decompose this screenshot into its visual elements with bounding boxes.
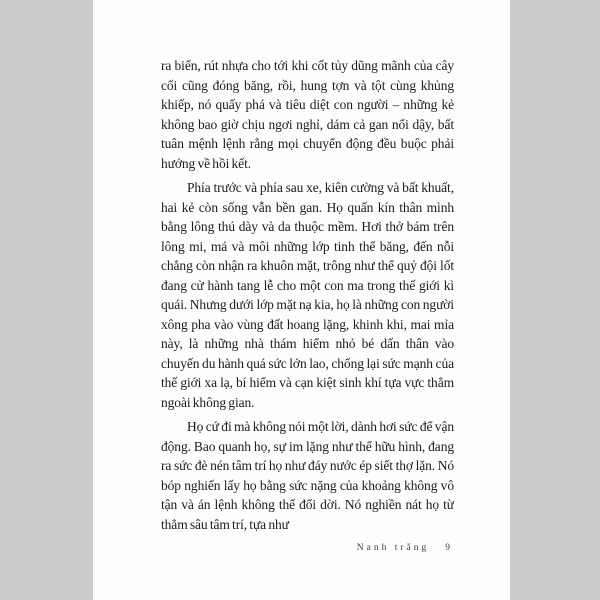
running-title: Nanh trắng [356, 543, 430, 553]
page-footer [357, 543, 450, 553]
paragraph: Họ cứ đi mà không nói một lời, dành hơi sức để vận động. Bao quanh họ, sự im lặng như thể hữu hình, đang ra sức đè nén tâm trí họ như đáy nước ép siết thợ lặn. Nó bóp nghiến lấy họ bằng sức nặng của khoảng không vô tận và án lệnh không thể đổi dời. Nó nghiền nát họ từ thẳm sâu tâm trí, tựa như [161, 419, 454, 532]
page-number: 9 [445, 543, 450, 553]
body-text [161, 56, 454, 548]
book-page [93, 0, 510, 600]
paragraph-continued: ra biển, rút nhựa cho tới khi cốt tủy dũng mãnh của cây cối cũng đóng băng, rồi, hung tợn và tột cùng khủng khiếp, nó quấy phá và tiêu diệt con người – những kẻ không bao giờ chịu ngơi nghỉ, dám cả gan nổi dậy, bất tuân mệnh lệnh rằng mọi chuyển động đều buộc phải hướng về hồi kết. [161, 58, 454, 171]
paragraph: Phía trước và phía sau xe, kiên cường và bất khuất, hai kẻ còn sống vẫn bền gan. Họ quấn kín thân mình bằng lông thú dày và da thuộc mềm. Hơi thở bám trên lông mi, má và môi những lớp tinh thể băng, đến nỗi chẳng còn nhận ra khuôn mặt, trông như thể quỷ đội lốt đang cử hành tang lễ cho một con ma trong thế giới kì quái. Nhưng dưới lớp mặt nạ kia, họ là những con người xông pha vào vùng đất hoang lặng, khinh khi, mai mỉa này, là những nhà thám hiểm nhỏ bé dấn thân vào chuyến du hành quá sức lớn lao, chống lại sức mạnh của thế giới xa lạ, bí hiểm và cạn kiệt sinh khí tựa vực thẳm ngoài không gian. [161, 180, 454, 410]
